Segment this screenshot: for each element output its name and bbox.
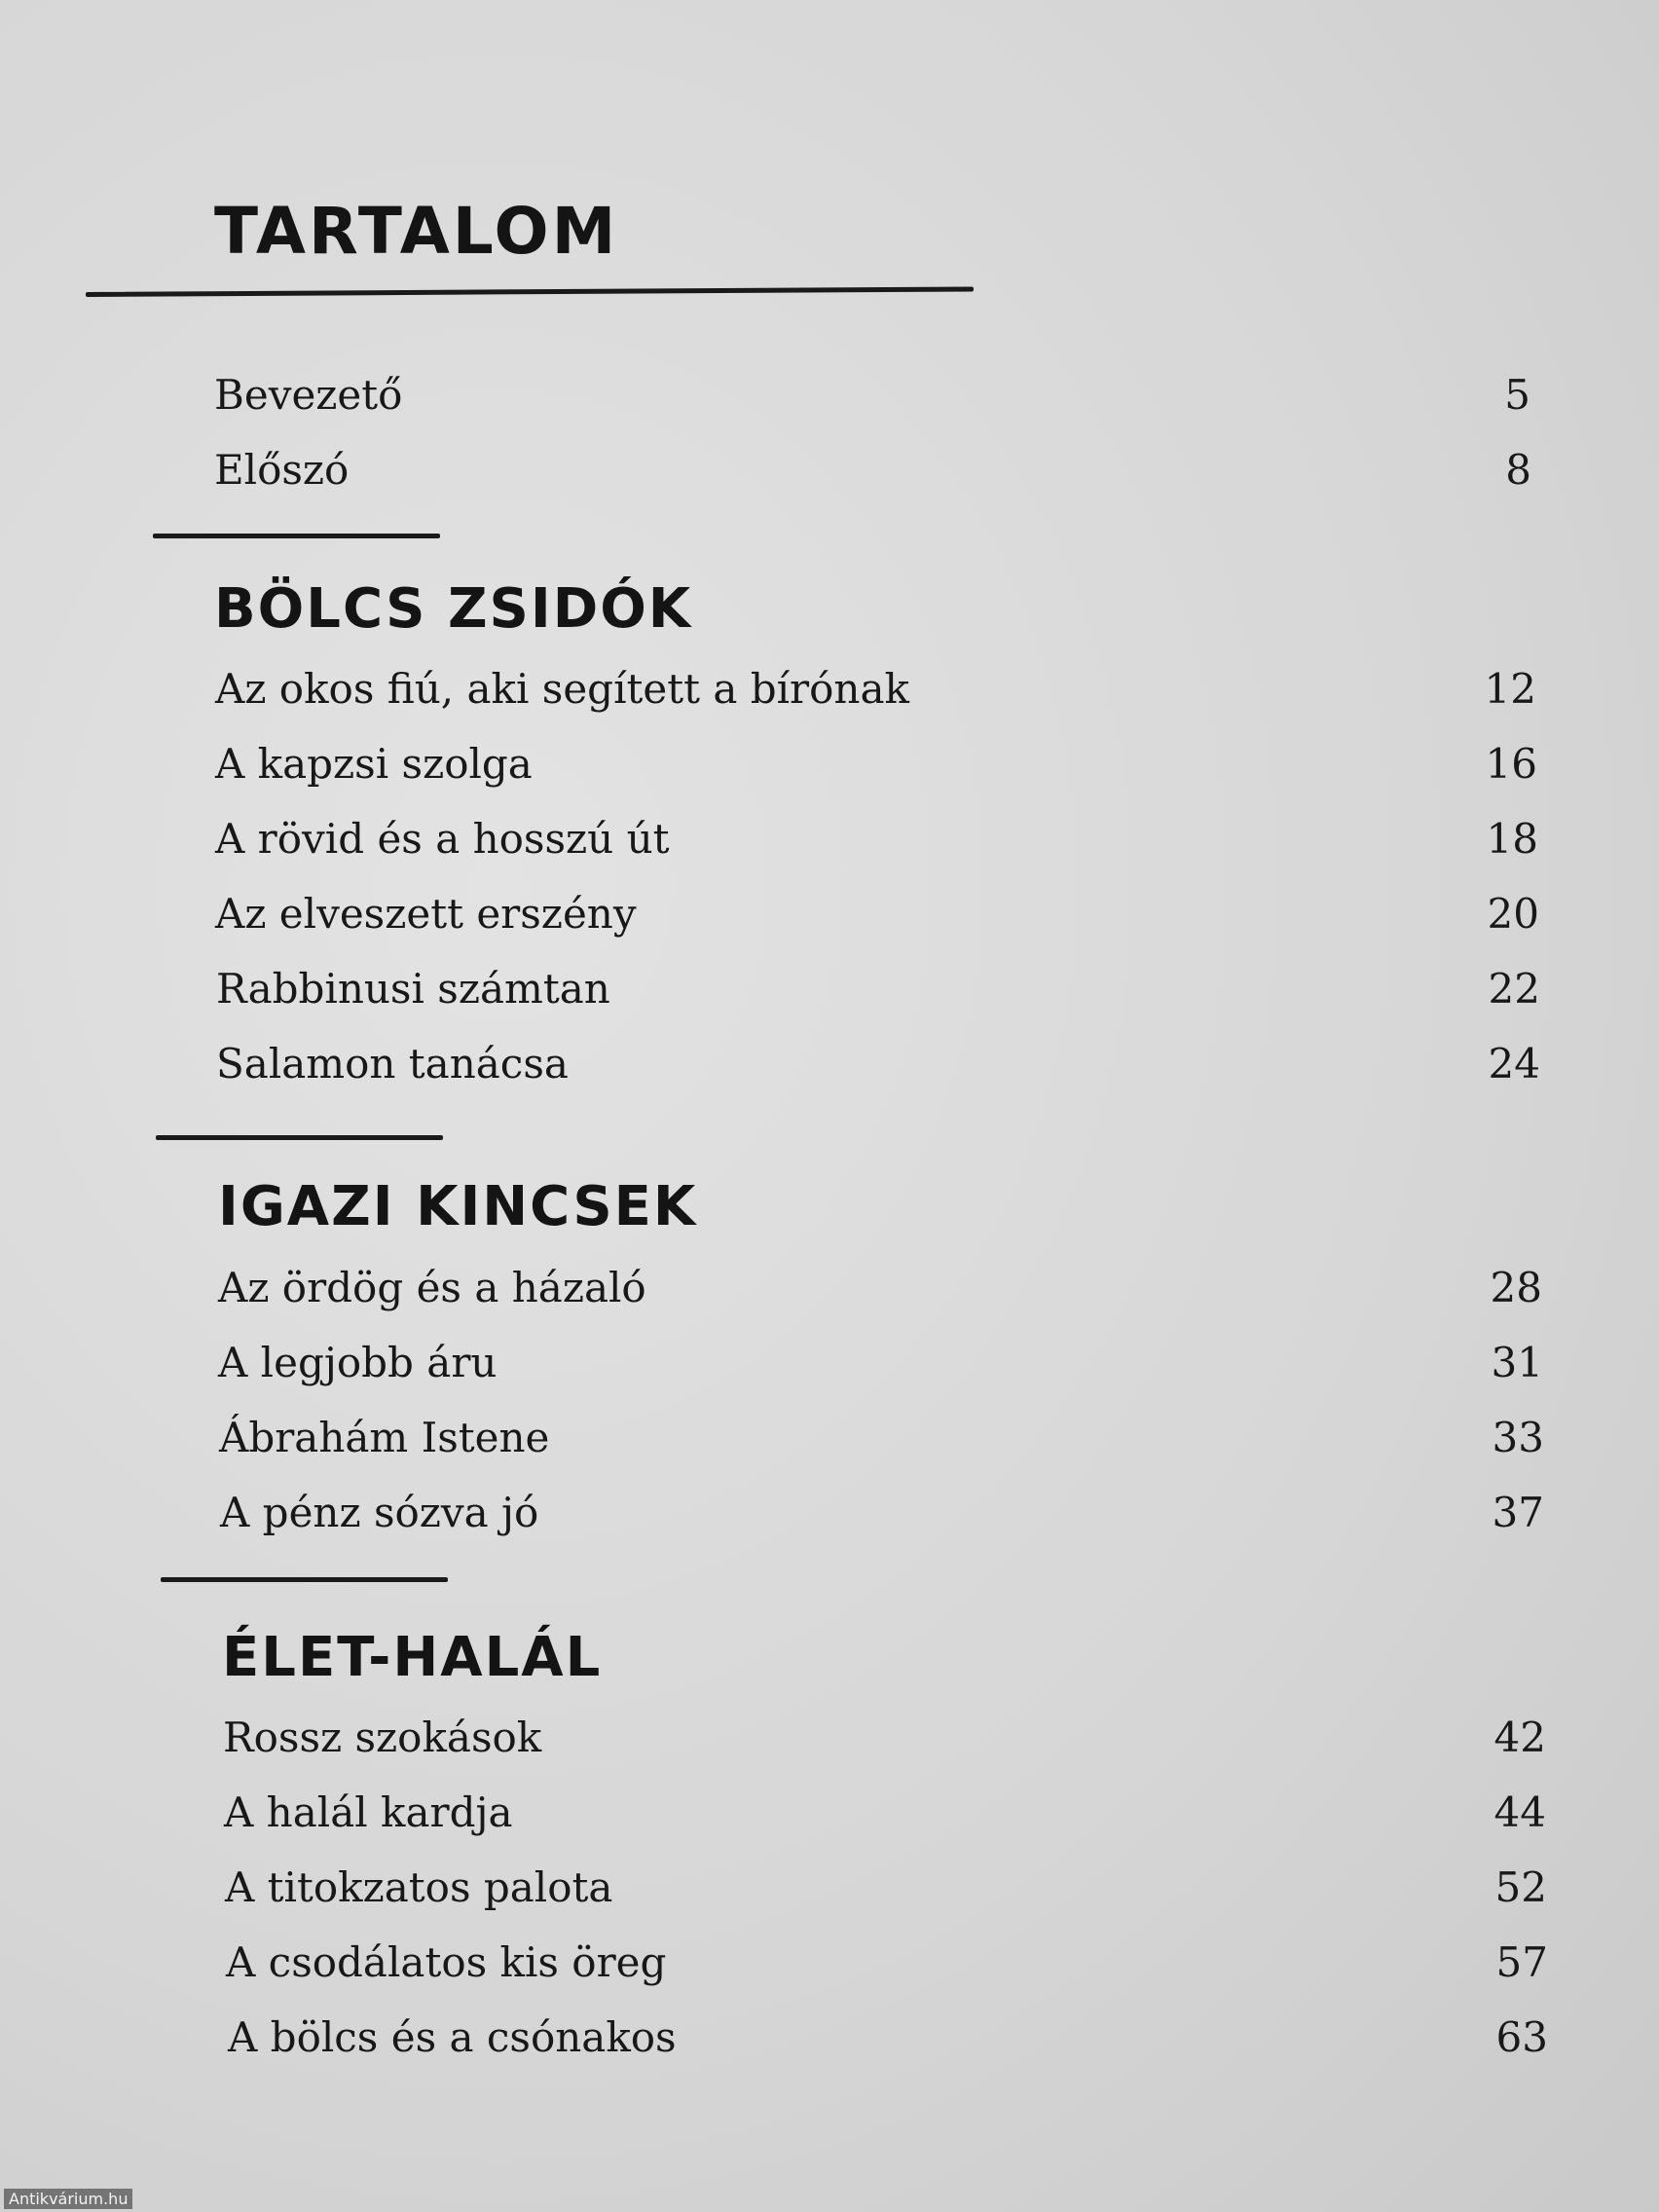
entry-page-number: 5 xyxy=(1504,371,1530,419)
entry-page-number: 8 xyxy=(1505,446,1531,494)
entry-page-number: 18 xyxy=(1486,815,1538,863)
entry-page-number: 52 xyxy=(1494,1863,1547,1911)
toc-entry xyxy=(0,1788,1659,1861)
entry-title: A kapzsi szolga xyxy=(215,740,533,788)
toc-entry xyxy=(0,1414,1659,1486)
entry-title: A legjobb áru xyxy=(218,1339,498,1386)
entry-title: Rabbinusi számtan xyxy=(216,965,610,1013)
entry-page-number: 57 xyxy=(1495,1938,1548,1986)
entry-title: Salamon tanácsa xyxy=(216,1040,569,1088)
entry-page-number: 44 xyxy=(1493,1788,1546,1836)
toc-entry xyxy=(0,1040,1659,1112)
toc-entry xyxy=(0,371,1659,443)
section-divider xyxy=(161,1577,448,1582)
entry-title: A halál kardja xyxy=(224,1788,513,1836)
toc-entry xyxy=(0,2013,1659,2085)
entry-page-number: 28 xyxy=(1490,1264,1542,1311)
entry-title: A pénz sózva jó xyxy=(220,1489,539,1536)
toc-entry xyxy=(0,1714,1659,1786)
section-divider xyxy=(156,1135,443,1140)
entry-title: Az ördög és a házaló xyxy=(218,1264,646,1311)
entry-title: Rossz szokások xyxy=(223,1714,542,1761)
toc-entry xyxy=(0,1863,1659,1936)
entry-title: A rövid és a hosszú út xyxy=(215,815,670,863)
section-title: BÖLCS ZSIDÓK xyxy=(214,577,693,641)
entry-page-number: 12 xyxy=(1484,665,1536,713)
entry-title: A csodálatos kis öreg xyxy=(226,1938,667,1986)
section-divider xyxy=(153,534,440,538)
section-title: IGAZI KINCSEK xyxy=(218,1175,698,1238)
toc-entry xyxy=(0,815,1659,887)
entry-title: A bölcs és a csónakos xyxy=(228,2013,677,2061)
entry-page-number: 20 xyxy=(1487,890,1539,938)
entry-title: Ábrahám Istene xyxy=(219,1414,550,1461)
watermark: Antikvárium.hu xyxy=(4,2189,132,2209)
title-underline xyxy=(86,286,974,297)
entry-page-number: 22 xyxy=(1488,965,1540,1013)
entry-page-number: 31 xyxy=(1491,1339,1543,1386)
toc-entry xyxy=(0,740,1659,812)
toc-entry xyxy=(0,890,1659,962)
entry-page-number: 37 xyxy=(1492,1489,1544,1536)
entry-title: Az elveszett erszény xyxy=(215,890,637,938)
toc-entry xyxy=(0,1264,1659,1336)
toc-entry xyxy=(0,1938,1659,2010)
entry-page-number: 63 xyxy=(1495,2013,1548,2061)
toc-entry xyxy=(0,1339,1659,1411)
entry-title: Bevezető xyxy=(214,371,403,419)
toc-entry xyxy=(0,446,1659,518)
entry-title: Előszó xyxy=(214,446,350,494)
entry-title: A titokzatos palota xyxy=(225,1863,613,1911)
entry-title: Az okos fiú, aki segített a bírónak xyxy=(215,665,909,713)
toc-entry xyxy=(0,665,1659,737)
section-title: ÉLET-HALÁL xyxy=(222,1626,603,1689)
toc-entry xyxy=(0,965,1659,1037)
page-title: TARTALOM xyxy=(214,194,619,269)
entry-page-number: 33 xyxy=(1492,1414,1544,1461)
entry-page-number: 42 xyxy=(1493,1714,1546,1761)
toc-entry xyxy=(0,1489,1659,1561)
entry-page-number: 16 xyxy=(1485,740,1537,788)
entry-page-number: 24 xyxy=(1488,1040,1540,1088)
